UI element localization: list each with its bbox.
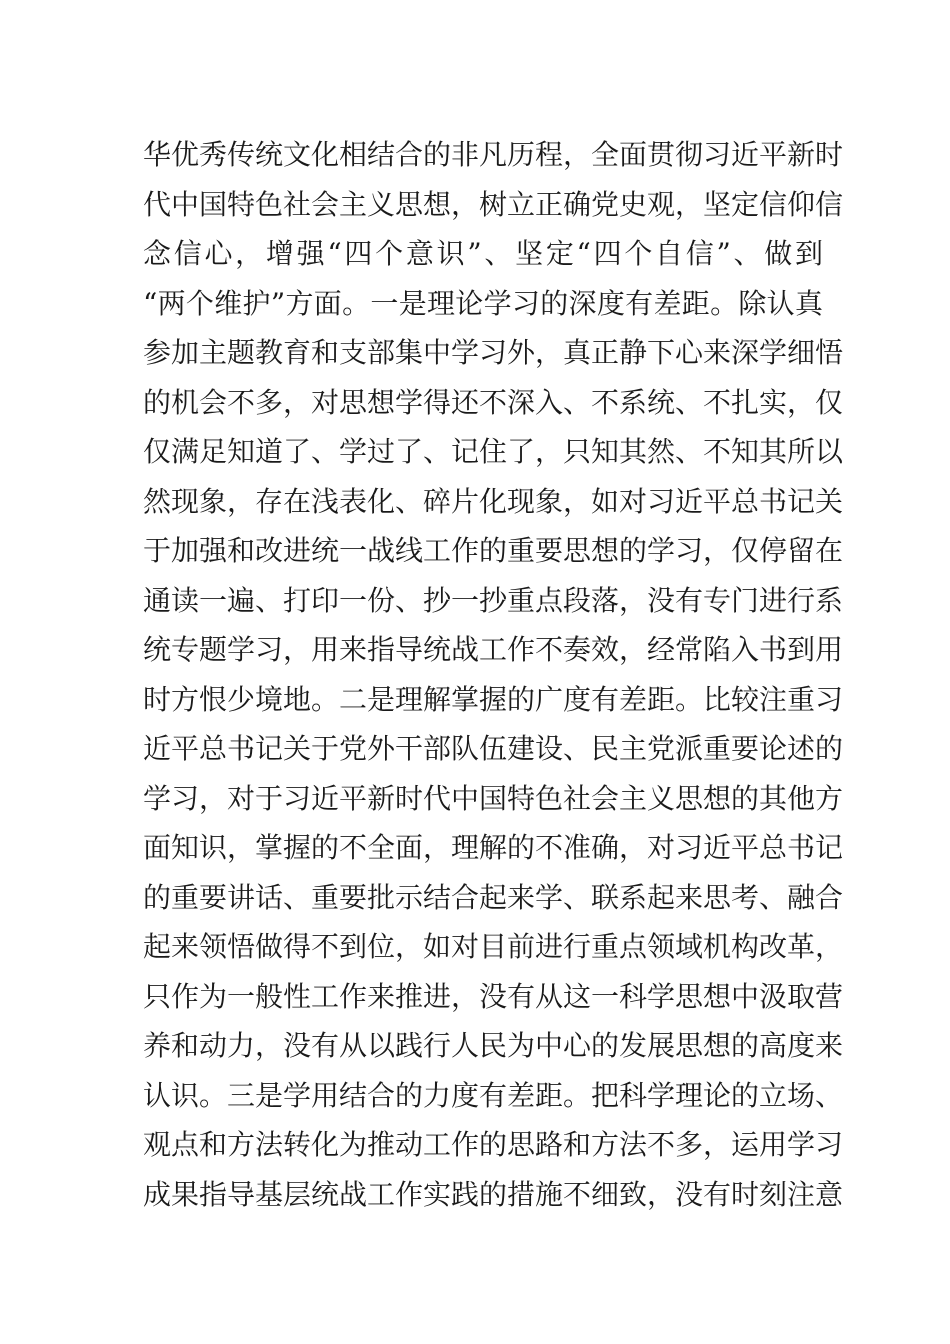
text-line: 起来领悟做得不到位，如对目前进行重点领域机构改革， [143,930,844,963]
body-paragraph [143,130,844,1219]
text-line: 华优秀传统文化相结合的非凡历程，全面贯彻习近平新时 [143,138,844,171]
text-line: 时方恨少境地。二是理解掌握的广度有差距。比较注重习 [143,682,844,716]
text-line: 只作为一般性工作来推进，没有从这一科学思想中汲取营 [143,979,844,1013]
text-line: 的重要讲话、重要批示结合起来学、联系起来思考、融合 [143,880,844,914]
text-line: 养和动力，没有从以践行人民为中心的发展思想的高度来 [143,1029,844,1062]
text-line: 观点和方法转化为推动工作的思路和方法不多，运用学习 [143,1128,844,1161]
text-line: 认识。三是学用结合的力度有差距。把科学理论的立场、 [143,1078,844,1112]
text-line: “两个维护”方面。一是理论学习的深度有差距。除认真 [143,286,823,320]
text-line: 仅满足知道了、学过了、记住了，只知其然、不知其所以 [143,435,844,468]
text-line: 通读一遍、打印一份、抄一抄重点段落，没有专门进行系 [143,583,844,617]
text-line: 近平总书记关于党外干部队伍建设、民主党派重要论述的 [143,732,844,765]
text-line: 面知识，掌握的不全面，理解的不准确，对习近平总书记 [143,831,844,864]
text-line: 的机会不多，对思想学得还不深入、不系统、不扎实，仅 [143,385,844,419]
text-line: 学习，对于习近平新时代中国特色社会主义思想的其他方 [143,781,844,815]
text-line: 成果指导基层统战工作实践的措施不细致，没有时刻注意 [143,1177,844,1211]
text-line: 念信心，增强“四个意识”、坚定“四个自信”、做到 [143,237,823,270]
text-line: 于加强和改进统一战线工作的重要思想的学习，仅停留在 [143,534,844,567]
text-line: 参加主题教育和支部集中学习外，真正静下心来深学细悟 [143,336,844,369]
text-line: 统专题学习，用来指导统战工作不奏效，经常陷入书到用 [143,633,844,666]
text-line: 代中国特色社会主义思想，树立正确党史观，坚定信仰信 [143,187,844,221]
text-line: 然现象，存在浅表化、碎片化现象，如对习近平总书记关 [143,484,844,518]
